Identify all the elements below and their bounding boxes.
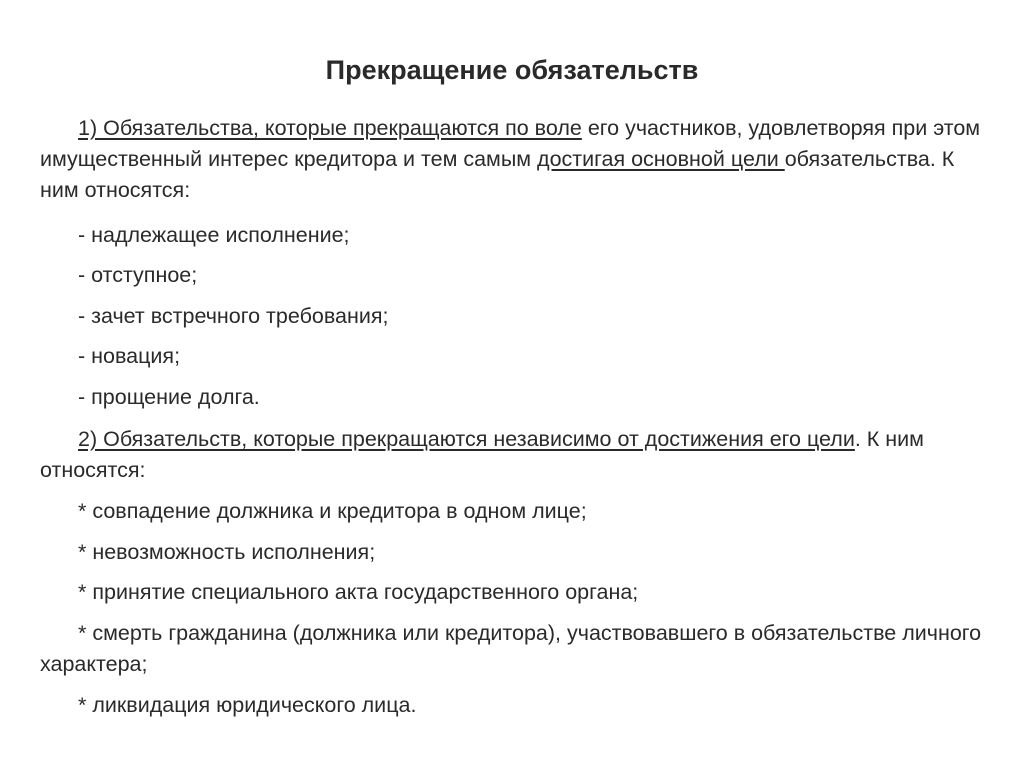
section-1-text-b: обязательства. К ним относятся: bbox=[40, 147, 955, 202]
list-item: * совпадение должника и кредитора в одном лице; bbox=[78, 499, 587, 523]
section-2-intro bbox=[40, 424, 984, 486]
section-1-text-a: его участников, удовлетворяя при этом имущественный интерес кредитора и тем самым bbox=[40, 116, 981, 171]
list-item: - прощение долга. bbox=[78, 385, 260, 409]
section-1-heading: 1) Обязательства, которые прекращаются по воле bbox=[78, 116, 582, 140]
list-item: - надлежащее исполнение; bbox=[78, 223, 350, 247]
section-1-goal: достигая основной цели bbox=[537, 147, 785, 171]
section-2-heading: 2) Обязательств, которые прекращаются независимо от достижения его цели bbox=[78, 427, 855, 451]
section-2-text: . К ним относятся: bbox=[40, 427, 924, 482]
list-item: - зачет встречного требования; bbox=[78, 304, 389, 328]
list-item: * принятие специального акта государственного органа; bbox=[78, 580, 639, 604]
list-item: * невозможность исполнения; bbox=[78, 540, 376, 564]
section-1-intro bbox=[40, 113, 984, 206]
list-item: - отступное; bbox=[78, 263, 198, 287]
list-item: * смерть гражданина (должника или кредитора), участвовавшего в обязательстве личного характера; bbox=[40, 621, 982, 676]
slide-title: Прекращение обязательств bbox=[325, 55, 699, 85]
list-item: * ликвидация юридического лица. bbox=[78, 693, 417, 717]
list-item: - новация; bbox=[78, 344, 181, 368]
